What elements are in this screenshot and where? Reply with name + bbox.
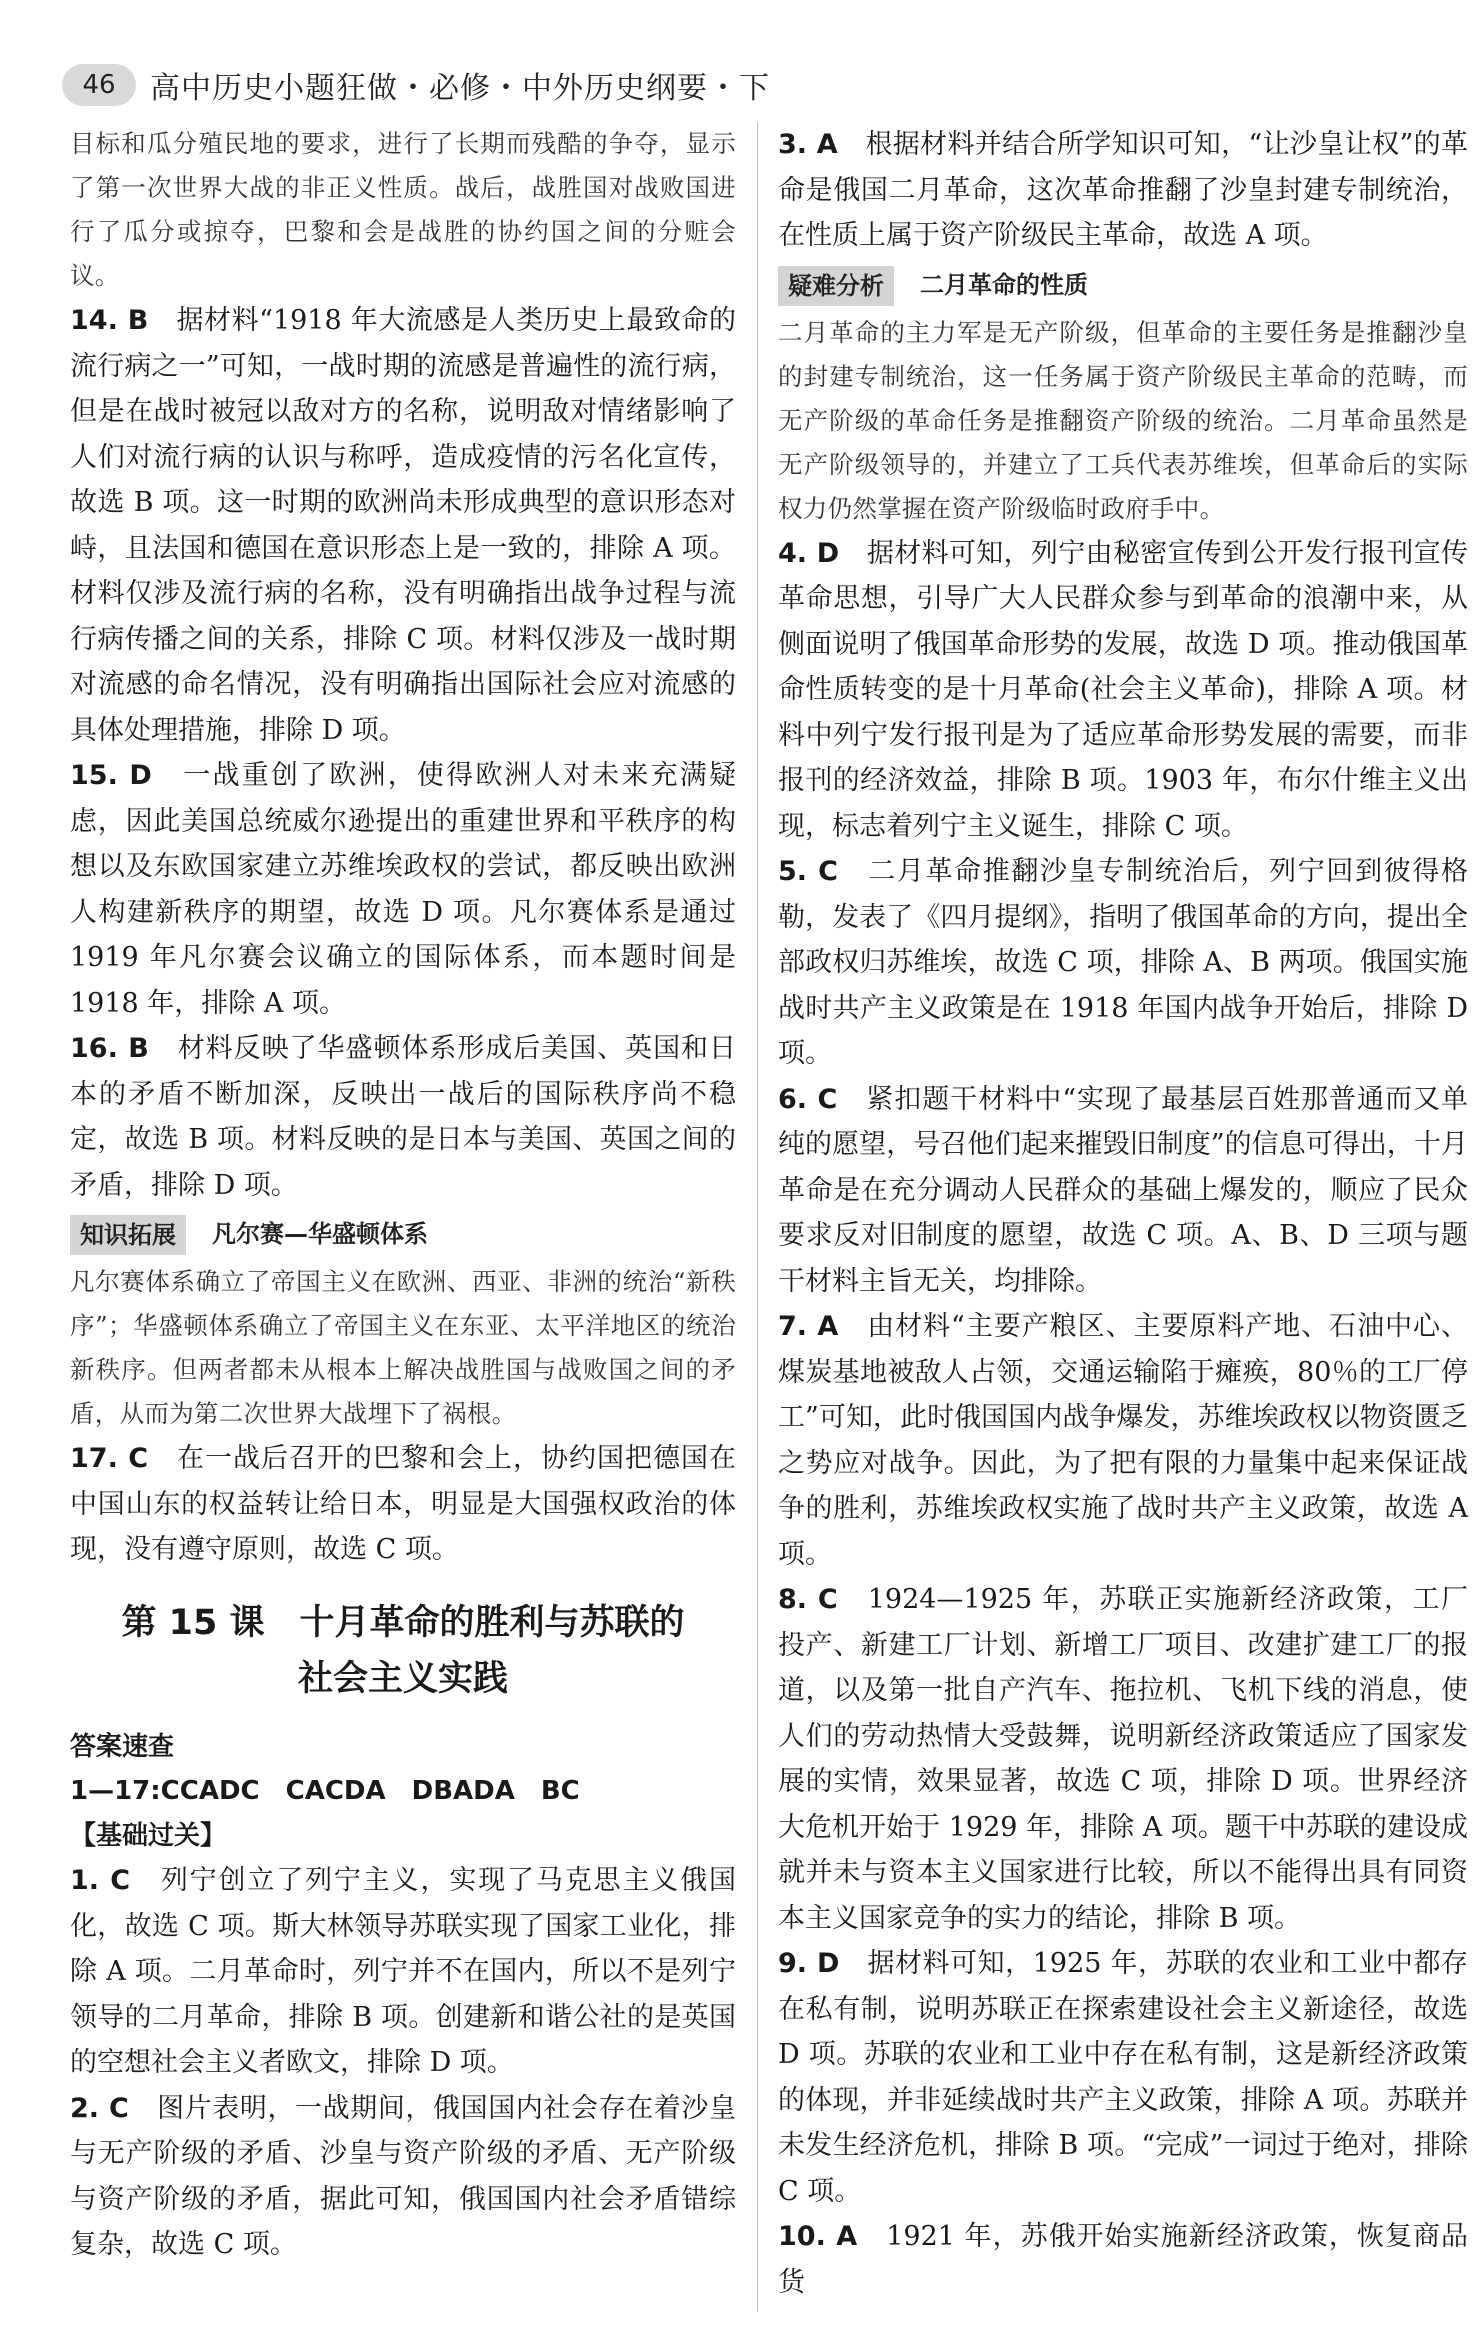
answer-9-number: 9. D [778, 1948, 840, 1979]
answer-5 [778, 849, 1468, 1077]
knowledge-box-tag: 知识拓展 [70, 1215, 186, 1255]
answer-6-text: 紧扣题干材料中“实现了最基层百姓那普通而又单纯的愿望，号召他们起来摧毁旧制度”的信息可得出，十月革命是在充分调动人民群众的基础上爆发的，顺应了民众要求反对旧制度的愿望，故选 C 项。A、B、D 三项与题干材料主旨无关，均排除。 [778, 1083, 1468, 1297]
answer-2 [70, 2086, 736, 2268]
answer-15 [70, 753, 736, 1026]
knowledge-box-title: 凡尔赛—华盛顿体系 [212, 1220, 428, 1249]
answer-3-number: 3. A [778, 129, 838, 160]
answer-1-text: 列宁创立了列宁主义，实现了马克思主义俄国化，故选 C 项。斯大林领导苏联实现了国家工业化，排除 A 项。二月革命时，列宁并不在国内，所以不是列宁领导的二月革命，排除 B 项。创建新和谐公社的是英国的空想社会主义者欧文，排除 D 项。 [70, 1865, 737, 2078]
answer-15-text: 一战重创了欧洲，使得欧洲人对未来充满疑虑，因此美国总统威尔逊提出的重建世界和平秩序的构想以及东欧国家建立苏维埃政权的尝试，都反映出欧洲人构建新秩序的期望，故选 D 项。凡尔赛体系是通过 1919 年凡尔赛会议确立的国际体系，而本题时间是 1918 年，排除 A 项。 [70, 760, 737, 1019]
answer-4-text: 据材料可知，列宁由秘密宣传到公开发行报刊宣传革命思想，引导广大人民群众参与到革命的浪潮中来，从侧面说明了俄国革命形势的发展，故选 D 项。推动俄国革命性质转变的是十月革命(社会主义革命)，排除 A 项。材料中列宁发行报刊是为了适应革命形势发展的需要，而非报刊的经济效益，排除 B 项。1903 年，布尔什维主义出现，标志着列宁主义诞生，排除 C 项。 [778, 537, 1469, 842]
answer-8-number: 8. C [778, 1584, 838, 1615]
answer-17 [70, 1436, 736, 1573]
answer-1 [70, 1858, 736, 2086]
answer-16-number: 16. B [70, 1033, 149, 1064]
answer-8-text: 1924—1925 年，苏联正实施新经济政策，工厂投产、新建工厂计划、新增工厂项目、改建扩建工厂的报道，以及第一批自产汽车、拖拉机、飞机下线的消息，使人们的劳动热情大受鼓舞，说明新经济政策适应了国家发展的实情，效果显著，故选 C 项，排除 D 项。世界经济大危机开始于 1929 年，排除 A 项。题干中苏联的建设成就并未与资本主义国家进行比较，所以不能得出具有同资本主义国家竞争的实力的结论，排除 B 项。 [778, 1584, 1468, 1934]
knowledge-box-text: 凡尔赛体系确立了帝国主义在欧洲、西亚、非洲的统治“新秩序”；华盛顿体系确立了帝国主义在东亚、太平洋地区的统治新秩序。但两者都未从根本上解决战胜国与战败国之间的矛盾，从而为第二次世界大战埋下了祸根。 [70, 1267, 736, 1428]
analysis-box-header [778, 265, 1468, 307]
basic-section-heading: 【基础过关】 [70, 1821, 227, 1851]
answer-10-number: 10. A [778, 2221, 858, 2252]
answer-3 [778, 122, 1468, 259]
answer-7 [778, 1304, 1468, 1577]
answer-16 [70, 1026, 736, 1208]
analysis-box-tag: 疑难分析 [778, 266, 894, 306]
answer-9-text: 据材料可知，1925 年，苏联的农业和工业中都存在私有制，说明苏联正在探索建设社会主义新途径，故选 D 项。苏联的农业和工业中存在私有制，这是新经济政策的体现，并非延续战时共产主义政策，排除 A 项。苏联并未发生经济危机，排除 B 项。“完成”一词过于绝对，排除 C 项。 [778, 1948, 1469, 2207]
answer-6-number: 6. C [778, 1083, 838, 1115]
answer-14 [70, 298, 736, 753]
answer-1-number: 1. C [70, 1865, 131, 1896]
answer-5-text: 二月革命推翻沙皇专制统治后，列宁回到彼得格勒，发表了《四月提纲》，指明了俄国革命的方向，提出全部政权归苏维埃，故选 C 项，排除 A、B 两项。俄国实施战时共产主义政策是在 1918 年国内战争开始后，排除 D 项。 [778, 856, 1468, 1069]
answer-2-text: 图片表明，一战期间，俄国国内社会存在着沙皇与无产阶级的矛盾、沙皇与资产阶级的矛盾、无产阶级与资产阶级的矛盾，据此可知，俄国国内社会矛盾错综复杂，故选 C 项。 [70, 2092, 737, 2260]
answer-4-number: 4. D [778, 537, 840, 569]
answer-9 [778, 1941, 1468, 2214]
lesson-title-line-2: 社会主义实践 [297, 1658, 508, 1699]
knowledge-box-header [70, 1214, 736, 1256]
answer-7-number: 7. A [778, 1311, 839, 1342]
lesson-title [70, 1595, 736, 1707]
book-title: 高中历史小题狂做・必修・中外历史纲要・下 [150, 71, 770, 106]
answer-2-number: 2. C [70, 2092, 129, 2124]
answer-7-text: 由材料“主要产粮区、主要原料产地、石油中心、煤炭基地被敌人占领，交通运输陷于瘫痪，80％的工厂停工”可知，此时俄国国内战争爆发，苏维埃政权以物资匮乏之势应对战争。因此，为了把有限的力量集中起来保证战争的胜利，苏维埃政权实施了战时共产主义政策，故选 A 项。 [778, 1311, 1468, 1570]
answer-10-text: 1921 年，苏俄开始实施新经济政策，恢复商品货 [778, 2221, 1468, 2298]
answer-6 [778, 1077, 1468, 1305]
analysis-box-text: 二月革命的主力军是无产阶级，但革命的主要任务是推翻沙皇的封建专制统治，这一任务属于资产阶级民主革命的范畴，而无产阶级的革命任务是推翻资产阶级的统治。二月革命虽然是无产阶级领导的，并建立了工兵代表苏维埃，但革命后的实际权力仍然掌握在资产阶级临时政府手中。 [778, 317, 1468, 523]
answer-15-number: 15. D [70, 760, 152, 791]
answer-16-text: 材料反映了华盛顿体系形成后美国、英国和日本的矛盾不断加深，反映出一战后的国际秩序尚不稳定，故选 B 项。材料反映的是日本与美国、英国之间的矛盾，排除 D 项。 [70, 1033, 737, 1201]
answer-4 [778, 531, 1468, 850]
left-column [70, 122, 736, 2307]
answers-line: 1—17:CCADC CACDA DBADA BC [70, 1775, 580, 1806]
right-column [778, 122, 1468, 2307]
answer-17-number: 17. C [70, 1443, 149, 1474]
lesson-title-line-1: 第 15 课 十月革命的胜利与苏联的 [121, 1602, 685, 1643]
page-number: 46 [62, 64, 136, 106]
analysis-box-title: 二月革命的性质 [920, 270, 1088, 299]
answer-10 [778, 2214, 1468, 2305]
answer-8 [778, 1577, 1468, 1941]
page-header [62, 62, 1442, 108]
answer-14-number: 14. B [70, 305, 149, 336]
column-divider [757, 122, 758, 2312]
answer-17-text: 在一战后召开的巴黎和会上，协约国把德国在中国山东的权益转让给日本，明显是大国强权政治的体现，没有遵守原则，故选 C 项。 [70, 1443, 737, 1565]
intro-paragraph: 目标和瓜分殖民地的要求，进行了长期而残酷的争夺，显示了第一次世界大战的非正义性质。战后，战胜国对战败国进行了瓜分或掠夺，巴黎和会是战胜的协约国之间的分赃会议。 [70, 129, 736, 290]
answer-14-text: 据材料“1918 年大流感是人类历史上最致命的流行病之一”可知，一战时期的流感是普遍性的流行病，但是在战时被冠以敌对方的名称，说明敌对情绪影响了人们对流行病的认识与称呼，造成疫情的污名化宣传，故选 B 项。这一时期的欧洲尚未形成典型的意识形态对峙，且法国和德国在意识形态上是一致的，排除 A 项。材料仅涉及流行病的名称，没有明确指出战争过程与流行病传播之间的关系，排除 C 项。材料仅涉及一战时期对流感的命名情况，没有明确指出国际社会应对流感的具体处理措施，排除 D 项。 [70, 305, 736, 746]
answer-5-number: 5. C [778, 856, 838, 887]
answers-heading: 答案速查 [70, 1731, 175, 1762]
answer-3-text: 根据材料并结合所学知识可知，“让沙皇让权”的革命是俄国二月革命，这次革命推翻了沙皇封建专制统治，在性质上属于资产阶级民主革命，故选 A 项。 [778, 129, 1469, 251]
